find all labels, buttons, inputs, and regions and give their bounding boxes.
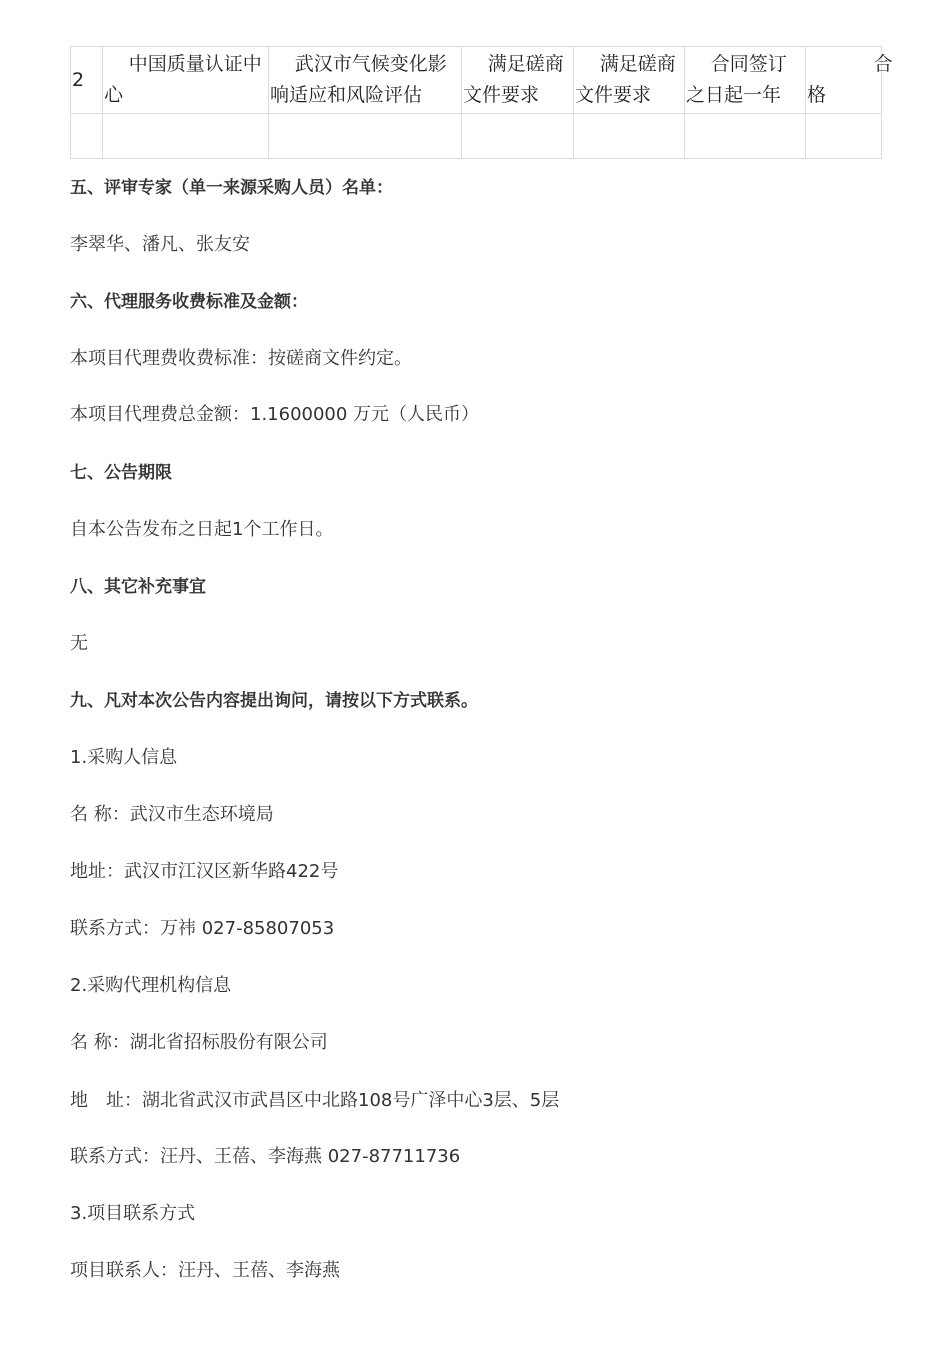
cell-result: 合格 xyxy=(806,47,882,114)
fee-standard: 本项目代理费收费标准：按磋商文件约定。 xyxy=(70,348,412,369)
expert-list: 李翠华、潘凡、张友安 xyxy=(70,234,250,255)
results-table xyxy=(70,46,893,159)
section-9-heading: 九、凡对本次公告内容提出询问，请按以下方式联系。 xyxy=(70,691,478,711)
cell-service-requirement xyxy=(574,114,685,159)
buyer-info-title: 1.采购人信息 xyxy=(70,747,178,768)
cell-result xyxy=(806,114,882,159)
cell-no: 2 xyxy=(71,47,103,114)
project-contact: 项目联系人：汪丹、王蓓、李海燕 xyxy=(70,1260,340,1281)
section-7-heading: 七、公告期限 xyxy=(70,463,172,483)
project-contact-title: 3.项目联系方式 xyxy=(70,1203,196,1224)
buyer-contact: 联系方式：万祎 027-85807053 xyxy=(70,918,335,939)
cell-service-period xyxy=(685,114,806,159)
agency-contact: 联系方式：汪丹、王蓓、李海燕 027-87711736 xyxy=(70,1146,461,1167)
cell-no xyxy=(71,114,103,159)
buyer-name: 名 称：武汉市生态环境局 xyxy=(70,804,274,825)
agency-name: 名 称：湖北省招标股份有限公司 xyxy=(70,1032,328,1053)
notice-period: 自本公告发布之日起1个工作日。 xyxy=(70,519,334,540)
cell-service-requirement: 满足磋商文件要求 xyxy=(574,47,685,114)
cell-project: 武汉市气候变化影响适应和风险评估 xyxy=(269,47,462,114)
buyer-address: 地址：武汉市江汉区新华路422号 xyxy=(70,861,339,882)
supplementary-info: 无 xyxy=(70,633,88,654)
cell-service-scope: 满足磋商文件要求 xyxy=(462,47,574,114)
section-8-heading: 八、其它补充事宜 xyxy=(70,577,206,597)
section-5-heading: 五、评审专家（单一来源采购人员）名单： xyxy=(70,178,393,198)
section-6-heading: 六、代理服务收费标准及金额： xyxy=(70,292,308,312)
fee-amount: 本项目代理费总金额：1.1600000 万元（人民币） xyxy=(70,404,480,425)
table-row xyxy=(71,47,882,114)
agency-address: 地 址：湖北省武汉市武昌区中北路108号广泽中心3层、5层 xyxy=(70,1090,560,1111)
agency-info-title: 2.采购代理机构信息 xyxy=(70,975,232,996)
cell-project xyxy=(269,114,462,159)
cell-service-period: 合同签订之日起一年 xyxy=(685,47,806,114)
cell-service-scope xyxy=(462,114,574,159)
table-row xyxy=(71,114,882,159)
cell-supplier: 中国质量认证中心 xyxy=(103,47,269,114)
cell-supplier xyxy=(103,114,269,159)
